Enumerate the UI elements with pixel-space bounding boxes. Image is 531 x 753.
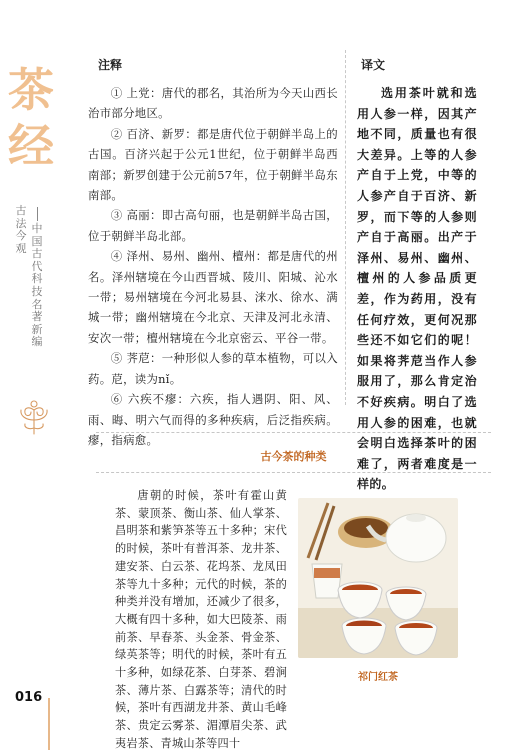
section-rule-top: [96, 432, 491, 433]
series-name: 古法今观: [15, 204, 27, 255]
notes-column: [88, 56, 338, 450]
translation-text: 选用茶叶就和选用人参一样，因其产地不同，质量也有很大差异。上等的人参产自于上党，中等的人参产自于百济、新罗，而下等的人参则产自于高丽。出产于泽州、易州、幽州、檀州的人参品质更差，作为药用，没有任何疗效，更何况那些还不如它们的呢！如果将荠苨当作人参服用了，那么肯定治不好疾病。明白了选用人参的困难，也就会明白选择茶叶的困难了，两者难度是一样的。: [357, 86, 477, 492]
tea-photo: [298, 498, 458, 658]
note-item: ② 百济、新罗：都是唐代位于朝鲜半岛上的古国。百济兴起于公元1世纪，位于朝鲜半岛西南部；新罗创建于公元前57年，位于朝鲜半岛东南部。: [88, 126, 338, 203]
note-item: ③ 高丽：即古高句丽，也是朝鲜半岛古国，位于朝鲜半岛北部。: [88, 208, 338, 243]
translation-column: [357, 56, 477, 495]
section-body: 唐朝的时候，茶叶有霍山黄茶、蒙顶茶、衡山茶、仙人掌茶、昌明茶和紫笋茶等五十多种；宋代的时候，茶叶有普洱茶、龙井茶、建安茶、白云茶、花坞茶、龙凤田茶等九十多种；元代的时候，茶的种类并没有增加，还减少了很多，大概有四十多种，如大巴陵茶、雨前茶、早春茶、头金茶、骨金茶、绿英茶等；明代的时候，茶叶有五十多种，如绿花茶、白芽茶、碧涧茶、薄片茶、白露茶等；清代的时候，茶叶有西湖龙井茶、黄山毛峰茶、贵定云雾茶、湄潭眉尖茶、武夷岩茶、青城山茶等四十: [115, 489, 287, 750]
note-item: ⑥ 六疾不瘳：六疾，指人遇阴、阳、风、雨、晦、明六气而得的多种疾病，后泛指疾病。瘳，指病愈。: [88, 392, 338, 447]
floral-ornament-icon: [14, 392, 54, 436]
note-item: ⑤ 荠苨：一种形似人参的草本植物，可以入药。苨，读为nǐ。: [88, 351, 338, 386]
photo-caption: 祁门红茶: [358, 672, 398, 683]
page-number-rule: [48, 698, 50, 750]
section-title: 古今茶的种类: [260, 450, 327, 463]
book-title-char-1: 茶: [8, 63, 54, 117]
notes-heading: 注释: [98, 58, 123, 72]
column-divider: [345, 50, 346, 405]
translation-heading: 译文: [361, 58, 386, 72]
note-item: ① 上党：唐代的郡名，其治所为今天山西长治市部分地区。: [88, 86, 338, 121]
book-title-char-2: 经: [8, 119, 54, 173]
page-number: 016: [15, 690, 43, 705]
series-subtitle: 中国古代科技名著新编: [31, 205, 43, 349]
section-rule-bottom: [96, 472, 491, 473]
tea-set-image: [298, 498, 458, 658]
note-item: ④ 泽州、易州、幽州、檀州：都是唐代的州名。泽州辖境在今山西晋城、陵川、阳城、沁水一带；易州辖境在今河北易县、涞水、徐水、满城一带；幽州辖境在今北京、天津及河北永清、安次一带；檀州辖境在今北京密云、平谷一带。: [88, 249, 338, 345]
book-title: [6, 62, 56, 174]
